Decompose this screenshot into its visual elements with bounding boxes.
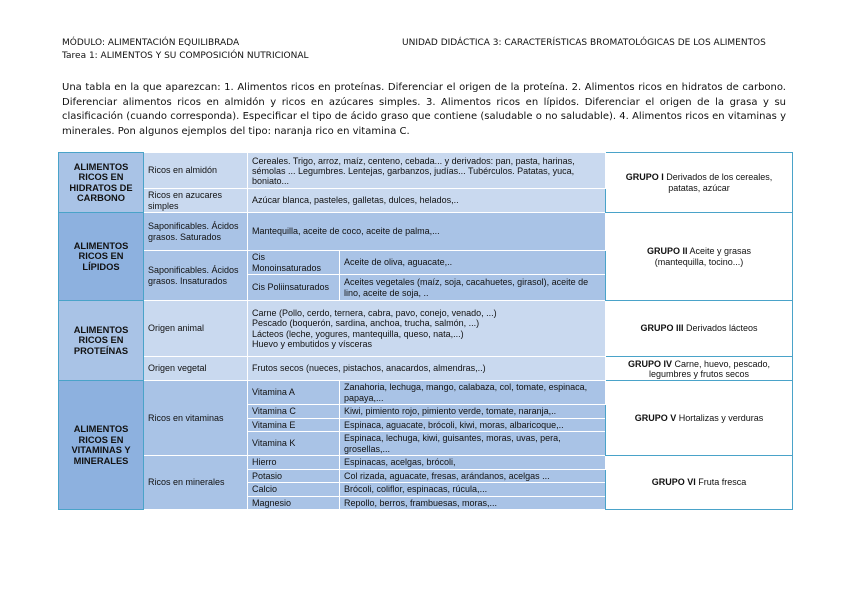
mineral-foods: Espinacas, acelgas, brócoli, bbox=[340, 456, 606, 470]
group-4-desc: Carne, huevo, pescado, legumbres y frutos secos bbox=[648, 358, 771, 379]
label-animal: Origen animal bbox=[144, 301, 248, 357]
group-6-desc: Fruta fresca bbox=[698, 477, 747, 488]
mineral-foods: Repollo, berros, frambuesas, moras,... bbox=[340, 496, 606, 510]
task-title: Tarea 1: ALIMENTOS Y SU COMPOSICIÓN NUTRICIONAL bbox=[62, 51, 309, 61]
label-saturated: Saponificables. Ácidos grasos. Saturados bbox=[144, 213, 248, 251]
vitamin-name: Vitamina E bbox=[248, 418, 340, 432]
animal-line: Lácteos (leche, yogures, mantequilla, queso, nata,...) bbox=[252, 328, 464, 339]
label-vitamins: Ricos en vitaminas bbox=[144, 381, 248, 456]
group-3-num: GRUPO III bbox=[640, 323, 684, 334]
mineral-name: Potasio bbox=[248, 469, 340, 483]
group-3 bbox=[606, 301, 793, 357]
detail-starch: Cereales. Trigo, arroz, maíz, centeno, cebada... y derivados: pan, pasta, harinas, sémolas ... Legumbres. Lentejas, garbanzos, judías... Tubérculos. Patatas, yuca, boniato... bbox=[248, 153, 606, 189]
group-6 bbox=[606, 456, 793, 510]
animal-line: Huevo y embutidos y vísceras bbox=[252, 339, 373, 349]
group-1 bbox=[606, 153, 793, 213]
intro-paragraph: Una tabla en la que aparezcan: 1. Alimentos ricos en proteínas. Diferenciar el origen de la proteína. 2. Alimentos ricos en hidratos de carbono. Diferenciar alimentos ricos en almidón y ricos en azúcares simples. 3. Alimentos ricos en lípidos. Diferenciar el origen de la grasa y su clasificación (cuando corresponda). Especificar el tipo de ácido graso que contiene (saludable o no saludable). 4. Alimentos ricos en vitaminas y minerales. Pon algunos ejemplos del tipo: naranja rico en vitamina C. bbox=[62, 82, 786, 137]
animal-line: Carne (Pollo, cerdo, ternera, cabra, pavo, conejo, venado, ...) bbox=[252, 307, 497, 318]
category-lipids: ALIMENTOS RICOS EN LÍPIDOS bbox=[59, 213, 144, 301]
group-4-num: GRUPO IV bbox=[627, 358, 672, 369]
group-4 bbox=[606, 357, 793, 381]
vitamin-foods: Zanahoria, lechuga, mango, calabaza, col, tomate, espinaca, papaya,... bbox=[340, 381, 606, 405]
unit-title: UNIDAD DIDÁCTICA 3: CARACTERÍSTICAS BROMATOLÓGICAS DE LOS ALIMENTOS bbox=[402, 38, 766, 48]
detail-animal bbox=[248, 301, 606, 357]
group-5 bbox=[606, 381, 793, 456]
mineral-foods: Brócoli, coliflor, espinacas, rúcula,... bbox=[340, 483, 606, 497]
group-1-num: GRUPO I bbox=[625, 172, 664, 182]
vitamin-foods: Kiwi, pimiento rojo, pimiento verde, tomate, naranja,.. bbox=[340, 405, 606, 419]
label-sugar: Ricos en azucares simples bbox=[144, 189, 248, 213]
detail-vegetal: Frutos secos (nueces, pistachos, anacardos, almendras,..) bbox=[248, 357, 606, 381]
detail-sugar: Azúcar blanca, pasteles, galletas, dulces, helados,.. bbox=[248, 189, 606, 213]
group-2-desc2: (mantequilla, tocino...) bbox=[654, 256, 744, 267]
label-unsaturated: Saponificables. Ácidos grasos. Insaturados bbox=[144, 251, 248, 301]
category-carbs: ALIMENTOS RICOS EN HIDRATOS DE CARBONO bbox=[59, 153, 144, 213]
group-5-desc: Hortalizas y verduras bbox=[678, 412, 764, 423]
vitamin-name: Vitamina A bbox=[248, 381, 340, 405]
mineral-name: Magnesio bbox=[248, 496, 340, 510]
group-3-desc: Derivados lácteos bbox=[686, 323, 758, 334]
mineral-foods: Col rizada, aguacate, fresas, arándanos, acelgas ... bbox=[340, 469, 606, 483]
group-2-desc: Aceite y grasas bbox=[689, 246, 752, 256]
detail-mono: Aceite de oliva, aguacate,.. bbox=[340, 251, 606, 275]
label-minerals: Ricos en minerales bbox=[144, 456, 248, 510]
mineral-name: Calcio bbox=[248, 483, 340, 497]
group-2-num: GRUPO II bbox=[646, 246, 688, 256]
group-1-desc: Derivados de los cereales, patatas, azúcar bbox=[666, 172, 773, 193]
detail-poly: Aceites vegetales (maíz, soja, cacahuetes, girasol), aceite de lino, aceite de soja, .. bbox=[340, 275, 606, 301]
category-vitmin: ALIMENTOS RICOS EN VITAMINAS Y MINERALES bbox=[59, 381, 144, 510]
vitamin-name: Vitamina K bbox=[248, 432, 340, 456]
mineral-name: Hierro bbox=[248, 456, 340, 470]
label-vegetal: Origen vegetal bbox=[144, 357, 248, 381]
group-5-num: GRUPO V bbox=[634, 412, 677, 423]
vitamin-foods: Espinaca, lechuga, kiwi, guisantes, moras, uvas, pera, grosellas,... bbox=[340, 432, 606, 456]
group-6-num: GRUPO VI bbox=[651, 477, 696, 488]
nutrition-table bbox=[58, 152, 793, 510]
detail-saturated: Mantequilla, aceite de coco, aceite de palma,... bbox=[248, 213, 606, 251]
module-title: MÓDULO: ALIMENTACIÓN EQUILIBRADA bbox=[62, 38, 240, 48]
vitamin-foods: Espinaca, aguacate, brócoli, kiwi, moras, albaricoque,.. bbox=[340, 418, 606, 432]
label-poly: Cis Poliinsaturados bbox=[248, 275, 340, 301]
label-starch: Ricos en almidón bbox=[144, 153, 248, 189]
label-mono: Cis Monoinsaturados bbox=[248, 251, 340, 275]
category-proteins: ALIMENTOS RICOS EN PROTEÍNAS bbox=[59, 301, 144, 381]
vitamin-name: Vitamina C bbox=[248, 405, 340, 419]
group-2 bbox=[606, 213, 793, 301]
animal-line: Pescado (boquerón, sardina, anchoa, trucha, salmón, ...) bbox=[252, 318, 480, 328]
